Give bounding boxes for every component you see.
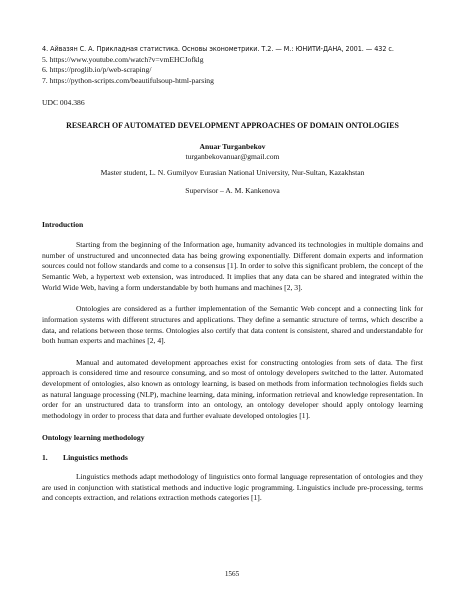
author-affiliation: Master student, L. N. Gumilyov Eurasian National University, Nur-Sultan, Kazakhstan <box>100 167 365 177</box>
reference-list <box>42 44 423 86</box>
intro-paragraph: Manual and automated development approaches exist for constructing ontologies from sets of data. The first approach is considered time and resource consuming, and so most of ontology developers switched to the latter. Automated development of ontologies, also known as ontology learning, is based on methods from information technologies fields such as natural language processing (NLP), machine learning, data mining, information retrieval and knowledge representation. In order for an unstructured data to transform into an ontology, an ontology developer should apply ontology learning methodology in order to process that data and further evaluate developed ontologies [1]. <box>42 357 423 421</box>
page-number: 1565 <box>224 570 240 578</box>
reference-item-4: 4. Айвазян С. А. Прикладная статистика. Основы эконометрики. Т.2. — М.: ЮНИТИ-ДАНА, 2001. — 432 с. <box>42 44 394 53</box>
subsection-title: Linguistics methods <box>63 452 128 462</box>
supervisor-line: Supervisor – A. M. Kankenova <box>185 185 280 195</box>
reference-item-5: 5. https://www.youtube.com/watch?v=vmEHCJofklg <box>42 54 204 64</box>
author-email: turganbekovanuar@gmail.com <box>185 151 280 161</box>
intro-paragraph: Starting from the beginning of the Information age, humanity advanced its technologies in multiple domains and number of unstructured and unconnected data has being growing exponentially. Different domain experts and information sources could not follow standards and come to a consensus [1]. In order to solve this significant problem, the concept of the Semantic Web, a hypertext web extension, was introduced. It implies that any data can be shared and integrated within the World Wide Web, having a form understandable by both humans and machines [2, 3]. <box>42 239 423 292</box>
intro-paragraph: Ontologies are considered as a further implementation of the Semantic Web concept and a connecting link for information systems with different structures and applications. They define a semantic structure of terms, which describe a data, and relations between those terms. Ontologies also certify that data content is consistent, shared and understandable for both human experts and machines [2, 4]. <box>42 304 423 346</box>
subsection-number: 1. <box>42 452 48 462</box>
section-heading-introduction: Introduction <box>42 219 84 229</box>
reference-item-7: 7. https://python-scripts.com/beautifulsoup-html-parsing <box>42 75 214 85</box>
subsection-heading-linguistics <box>42 453 423 462</box>
linguistics-paragraph: Linguistics methods adapt methodology of linguistics onto formal language representation of ontologies and they are used in conjunction with statistical methods and inductive logic programming. Linguistics include pre-processing, terms and concepts extraction, and relations extraction methods categories [1]. <box>42 471 423 503</box>
section-heading-ontology-learning: Ontology learning methodology <box>42 432 145 442</box>
paper-title: RESEARCH OF AUTOMATED DEVELOPMENT APPROACHES OF DOMAIN ONTOLOGIES <box>66 121 399 131</box>
author-name: Anuar Turganbekov <box>199 141 266 151</box>
udc-code: UDC 004.386 <box>42 98 85 108</box>
reference-item-6: 6. https://proglib.io/p/web-scraping/ <box>42 65 152 75</box>
